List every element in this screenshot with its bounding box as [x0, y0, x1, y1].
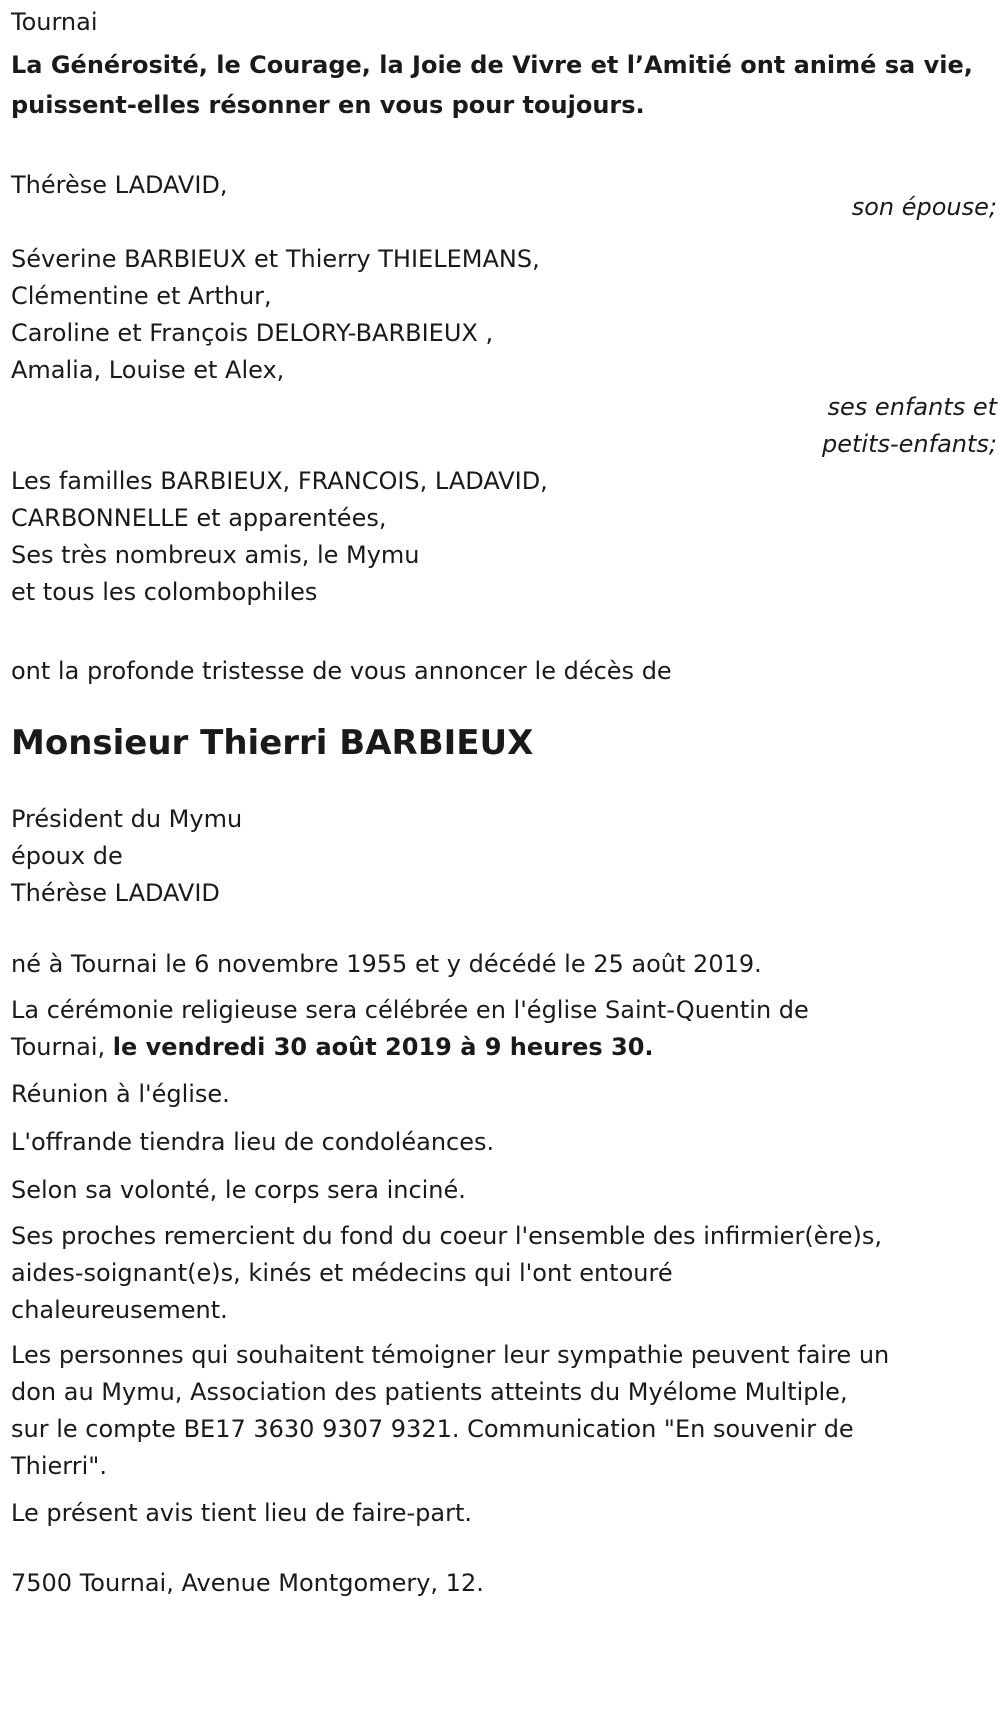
title-line-3: Thérèse LADAVID — [11, 879, 220, 907]
spacer — [11, 611, 991, 651]
city: Tournai — [11, 8, 98, 36]
title-line-2: époux de — [11, 842, 123, 870]
spacer — [11, 1162, 991, 1170]
spouse-name: Thérèse LADAVID, — [11, 171, 228, 199]
birth-death: né à Tournai le 6 novembre 1955 et y décédé le 25 août 2019. — [11, 950, 762, 978]
child-line-3: Caroline et François DELORY-BARBIEUX , — [11, 319, 494, 347]
children-relation-1: ses enfants et — [827, 393, 997, 421]
title-line-1: Président du Mymu — [11, 805, 243, 833]
ceremony-place: Tournai, — [11, 1033, 113, 1061]
announcement: ont la profonde tristesse de vous annoncer le décès de — [11, 657, 672, 685]
motto-line-1: La Générosité, le Courage, la Joie de Vivre et l’Amitié ont animé sa vie, — [11, 51, 973, 79]
spacer — [11, 125, 991, 165]
cremation: Selon sa volonté, le corps sera inciné. — [11, 1176, 466, 1204]
address: 7500 Tournai, Avenue Montgomery, 12. — [11, 1569, 484, 1597]
children-relation-2: petits-enfants; — [822, 430, 997, 458]
child-line-1: Séverine BARBIEUX et Thierry THIELEMANS, — [11, 245, 540, 273]
ceremony-datetime: le vendredi 30 août 2019 à 9 heures 30. — [112, 1033, 654, 1061]
obituary-content — [11, 0, 997, 1603]
ceremony-line-1: La cérémonie religieuse sera célébrée en l'église Saint-Quentin de — [11, 996, 809, 1024]
spouse-relation: son épouse; — [851, 193, 997, 221]
spacer — [11, 227, 991, 241]
donation-line-3: sur le compte BE17 3630 9307 9321. Communication "En souvenir de — [11, 1415, 854, 1443]
spacer — [11, 1485, 991, 1493]
spacer — [11, 1329, 991, 1337]
family-line-2: CARBONNELLE et apparentées, — [11, 504, 387, 532]
spacer — [11, 1066, 991, 1074]
meeting: Réunion à l'église. — [11, 1080, 230, 1108]
spacer — [11, 1114, 991, 1122]
motto-line-2: puissent-elles résonner en vous pour toujours. — [11, 91, 645, 119]
thanks-line-1: Ses proches remercient du fond du coeur l'ensemble des infirmier(ère)s, — [11, 1222, 883, 1250]
spacer — [11, 765, 991, 801]
family-line-1: Les familles BARBIEUX, FRANCOIS, LADAVID, — [11, 467, 548, 495]
spacer — [11, 691, 991, 721]
donation-line-2: don au Mymu, Association des patients atteints du Myélome Multiple, — [11, 1378, 848, 1406]
ceremony-line-2 — [11, 1029, 991, 1066]
donation-line-1: Les personnes qui souhaitent témoigner leur sympathie peuvent faire un — [11, 1341, 890, 1369]
family-line-4: et tous les colombophiles — [11, 578, 318, 606]
thanks-line-2: aides-soignant(e)s, kinés et médecins qui l'ont entouré — [11, 1259, 673, 1287]
spacer — [11, 984, 991, 992]
child-line-4: Amalia, Louise et Alex, — [11, 356, 285, 384]
thanks-line-3: chaleureusement. — [11, 1296, 228, 1324]
spacer — [11, 912, 991, 944]
deceased-name: Monsieur Thierri BARBIEUX — [11, 723, 534, 763]
offering: L'offrande tiendra lieu de condoléances. — [11, 1128, 495, 1156]
donation-line-4: Thierri". — [11, 1452, 107, 1480]
notice: Le présent avis tient lieu de faire-part. — [11, 1499, 473, 1527]
family-line-3: Ses très nombreux amis, le Mymu — [11, 541, 420, 569]
spacer — [11, 1533, 991, 1563]
child-line-2: Clémentine et Arthur, — [11, 282, 272, 310]
spacer — [11, 1210, 991, 1218]
